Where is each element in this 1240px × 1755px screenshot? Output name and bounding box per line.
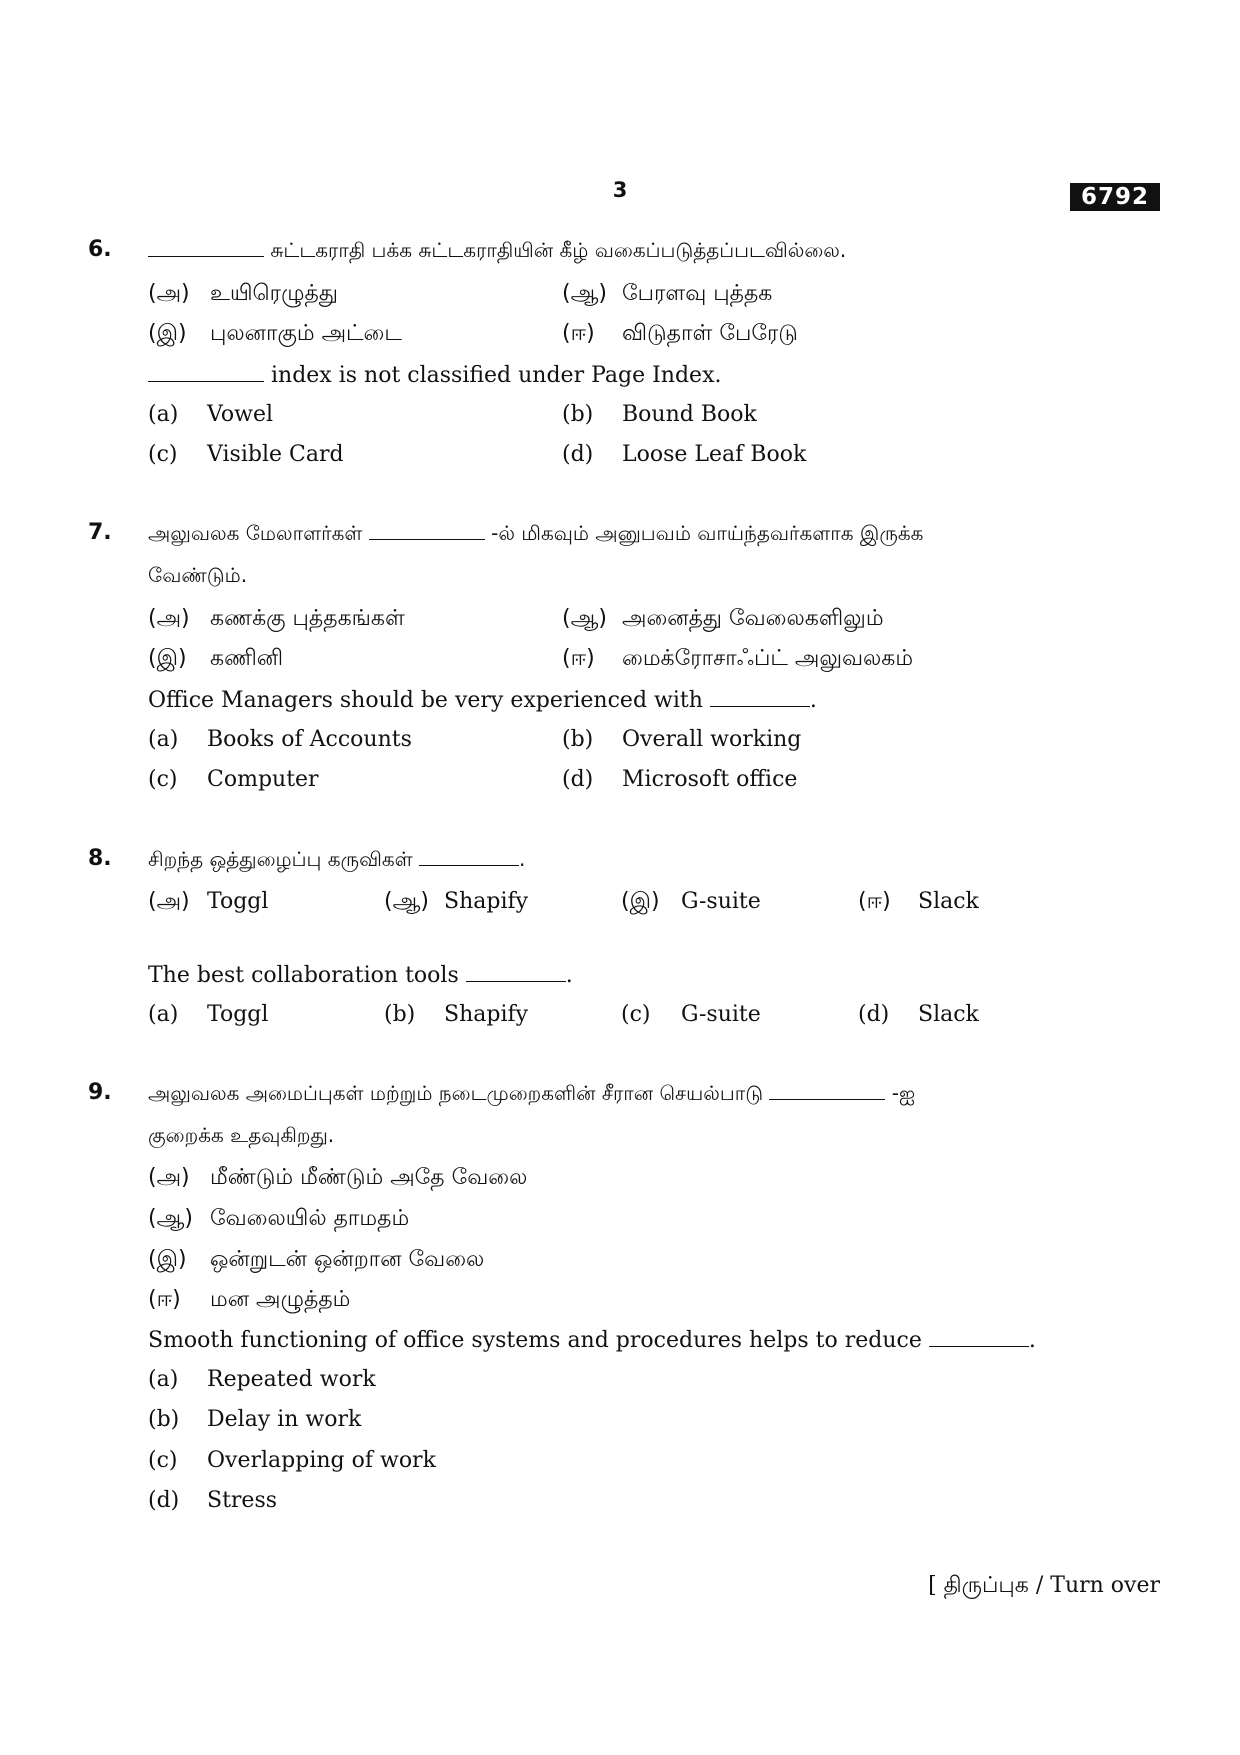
question-7-english-stem: Office Managers should be very experienced with . [148, 688, 817, 713]
option-label: (இ) [148, 1247, 187, 1272]
option-label: (b) [562, 402, 594, 427]
option-text: அனைத்து வேலைகளிலும் [622, 606, 884, 631]
option-text: Books of Accounts [207, 727, 412, 752]
option-label: (a) [148, 1367, 179, 1392]
option-label: (a) [148, 1002, 179, 1027]
option-text: பேரளவு புத்தக [622, 281, 773, 306]
option-text: மன அழுத்தம் [210, 1287, 351, 1312]
question-8-tamil-stem: சிறந்த ஒத்துழைப்பு கருவிகள் . [148, 847, 526, 871]
option-label: (c) [148, 442, 178, 467]
option-text: Overlapping of work [207, 1448, 436, 1473]
option-label: (c) [148, 1448, 178, 1473]
option-text: G-suite [681, 1002, 761, 1027]
option-label: (ஆ) [384, 889, 429, 914]
answer-blank [466, 961, 566, 982]
option-text: Stress [207, 1488, 278, 1513]
option-text: Repeated work [207, 1367, 376, 1392]
answer-blank [148, 361, 264, 382]
question-6-number: 6. [88, 237, 112, 262]
option-text: Loose Leaf Book [622, 442, 807, 467]
option-label: (ஆ) [562, 281, 607, 306]
option-label: (இ) [148, 646, 187, 671]
option-text: Shapify [444, 889, 529, 914]
option-text: மீண்டும் மீண்டும் அதே வேலை [210, 1165, 528, 1190]
option-label: (c) [148, 767, 178, 792]
option-text: Visible Card [207, 442, 344, 467]
option-text: G-suite [681, 889, 761, 914]
option-label: (இ) [148, 321, 187, 346]
option-text: Slack [918, 1002, 979, 1027]
option-label: (ஈ) [562, 321, 595, 346]
question-9-number: 9. [88, 1080, 112, 1105]
turn-over-note: [ திருப்புக / Turn over [928, 1573, 1160, 1598]
option-text: Delay in work [207, 1407, 362, 1432]
option-text: வேலையில் தாமதம் [210, 1206, 410, 1231]
option-text: Vowel [207, 402, 273, 427]
option-label: (ஆ) [148, 1206, 193, 1231]
option-text: Bound Book [622, 402, 757, 427]
option-label: (அ) [148, 281, 190, 306]
question-9-english-stem: Smooth functioning of office systems and procedures helps to reduce . [148, 1328, 1036, 1353]
option-label: (ஆ) [562, 606, 607, 631]
question-6-english-stem: index is not classified under Page Index. [148, 361, 721, 390]
option-text: Toggl [207, 1002, 269, 1027]
option-label: (b) [562, 727, 594, 752]
paper-code-badge: 6792 [1070, 183, 1160, 211]
answer-blank [419, 845, 519, 866]
option-label: (d) [562, 767, 594, 792]
option-label: (அ) [148, 1165, 190, 1190]
question-7-number: 7. [88, 520, 112, 545]
option-label: (d) [858, 1002, 890, 1027]
question-6-tamil-stem: சுட்டகராதி பக்க சுட்டகராதியின் கீழ் வகைப்படுத்தப்படவில்லை. [148, 236, 846, 264]
answer-blank [769, 1079, 885, 1100]
question-7-tamil-stem-cont: வேண்டும். [148, 563, 248, 587]
answer-blank [148, 236, 264, 257]
option-label: (அ) [148, 889, 190, 914]
option-text: விடுதாள் பேரேடு [622, 321, 798, 346]
question-9-tamil-stem-cont: குறைக்க உதவுகிறது. [148, 1123, 335, 1147]
option-label: (ஈ) [562, 646, 595, 671]
option-text: Overall working [622, 727, 802, 752]
option-label: (d) [148, 1488, 180, 1513]
option-text: Microsoft office [622, 767, 798, 792]
answer-blank [369, 519, 485, 540]
option-label: (d) [562, 442, 594, 467]
option-text: Slack [918, 889, 979, 914]
option-label: (a) [148, 727, 179, 752]
option-label: (b) [384, 1002, 416, 1027]
option-label: (ஈ) [858, 889, 891, 914]
option-text: கணினி [210, 646, 284, 671]
question-7-tamil-stem: அலுவலக மேலாளர்கள் -ல் மிகவும் அனுபவம் வாய்ந்தவர்களாக இருக்க [148, 521, 924, 545]
answer-blank [710, 686, 810, 707]
question-8-number: 8. [88, 846, 112, 871]
option-label: (c) [621, 1002, 651, 1027]
option-text: Shapify [444, 1002, 529, 1027]
option-label: (இ) [621, 889, 660, 914]
option-text: Computer [207, 767, 319, 792]
page-number: 3 [612, 178, 628, 202]
option-text: புலனாகும் அட்டை [210, 321, 402, 346]
option-text: கணக்கு புத்தகங்கள் [210, 606, 405, 631]
option-text: Toggl [207, 889, 269, 914]
question-9-tamil-stem: அலுவலக அமைப்புகள் மற்றும் நடைமுறைகளின் சீரான செயல்பாடு -ஐ [148, 1081, 916, 1105]
option-text: உயிரெழுத்து [210, 281, 338, 306]
option-label: (அ) [148, 606, 190, 631]
option-label: (b) [148, 1407, 180, 1432]
option-text: ஒன்றுடன் ஒன்றான வேலை [210, 1247, 485, 1272]
option-label: (ஈ) [148, 1287, 181, 1312]
answer-blank [929, 1326, 1029, 1347]
option-label: (a) [148, 402, 179, 427]
option-text: மைக்ரோசாஃப்ட் அலுவலகம் [622, 646, 914, 671]
question-8-english-stem: The best collaboration tools . [148, 963, 573, 988]
